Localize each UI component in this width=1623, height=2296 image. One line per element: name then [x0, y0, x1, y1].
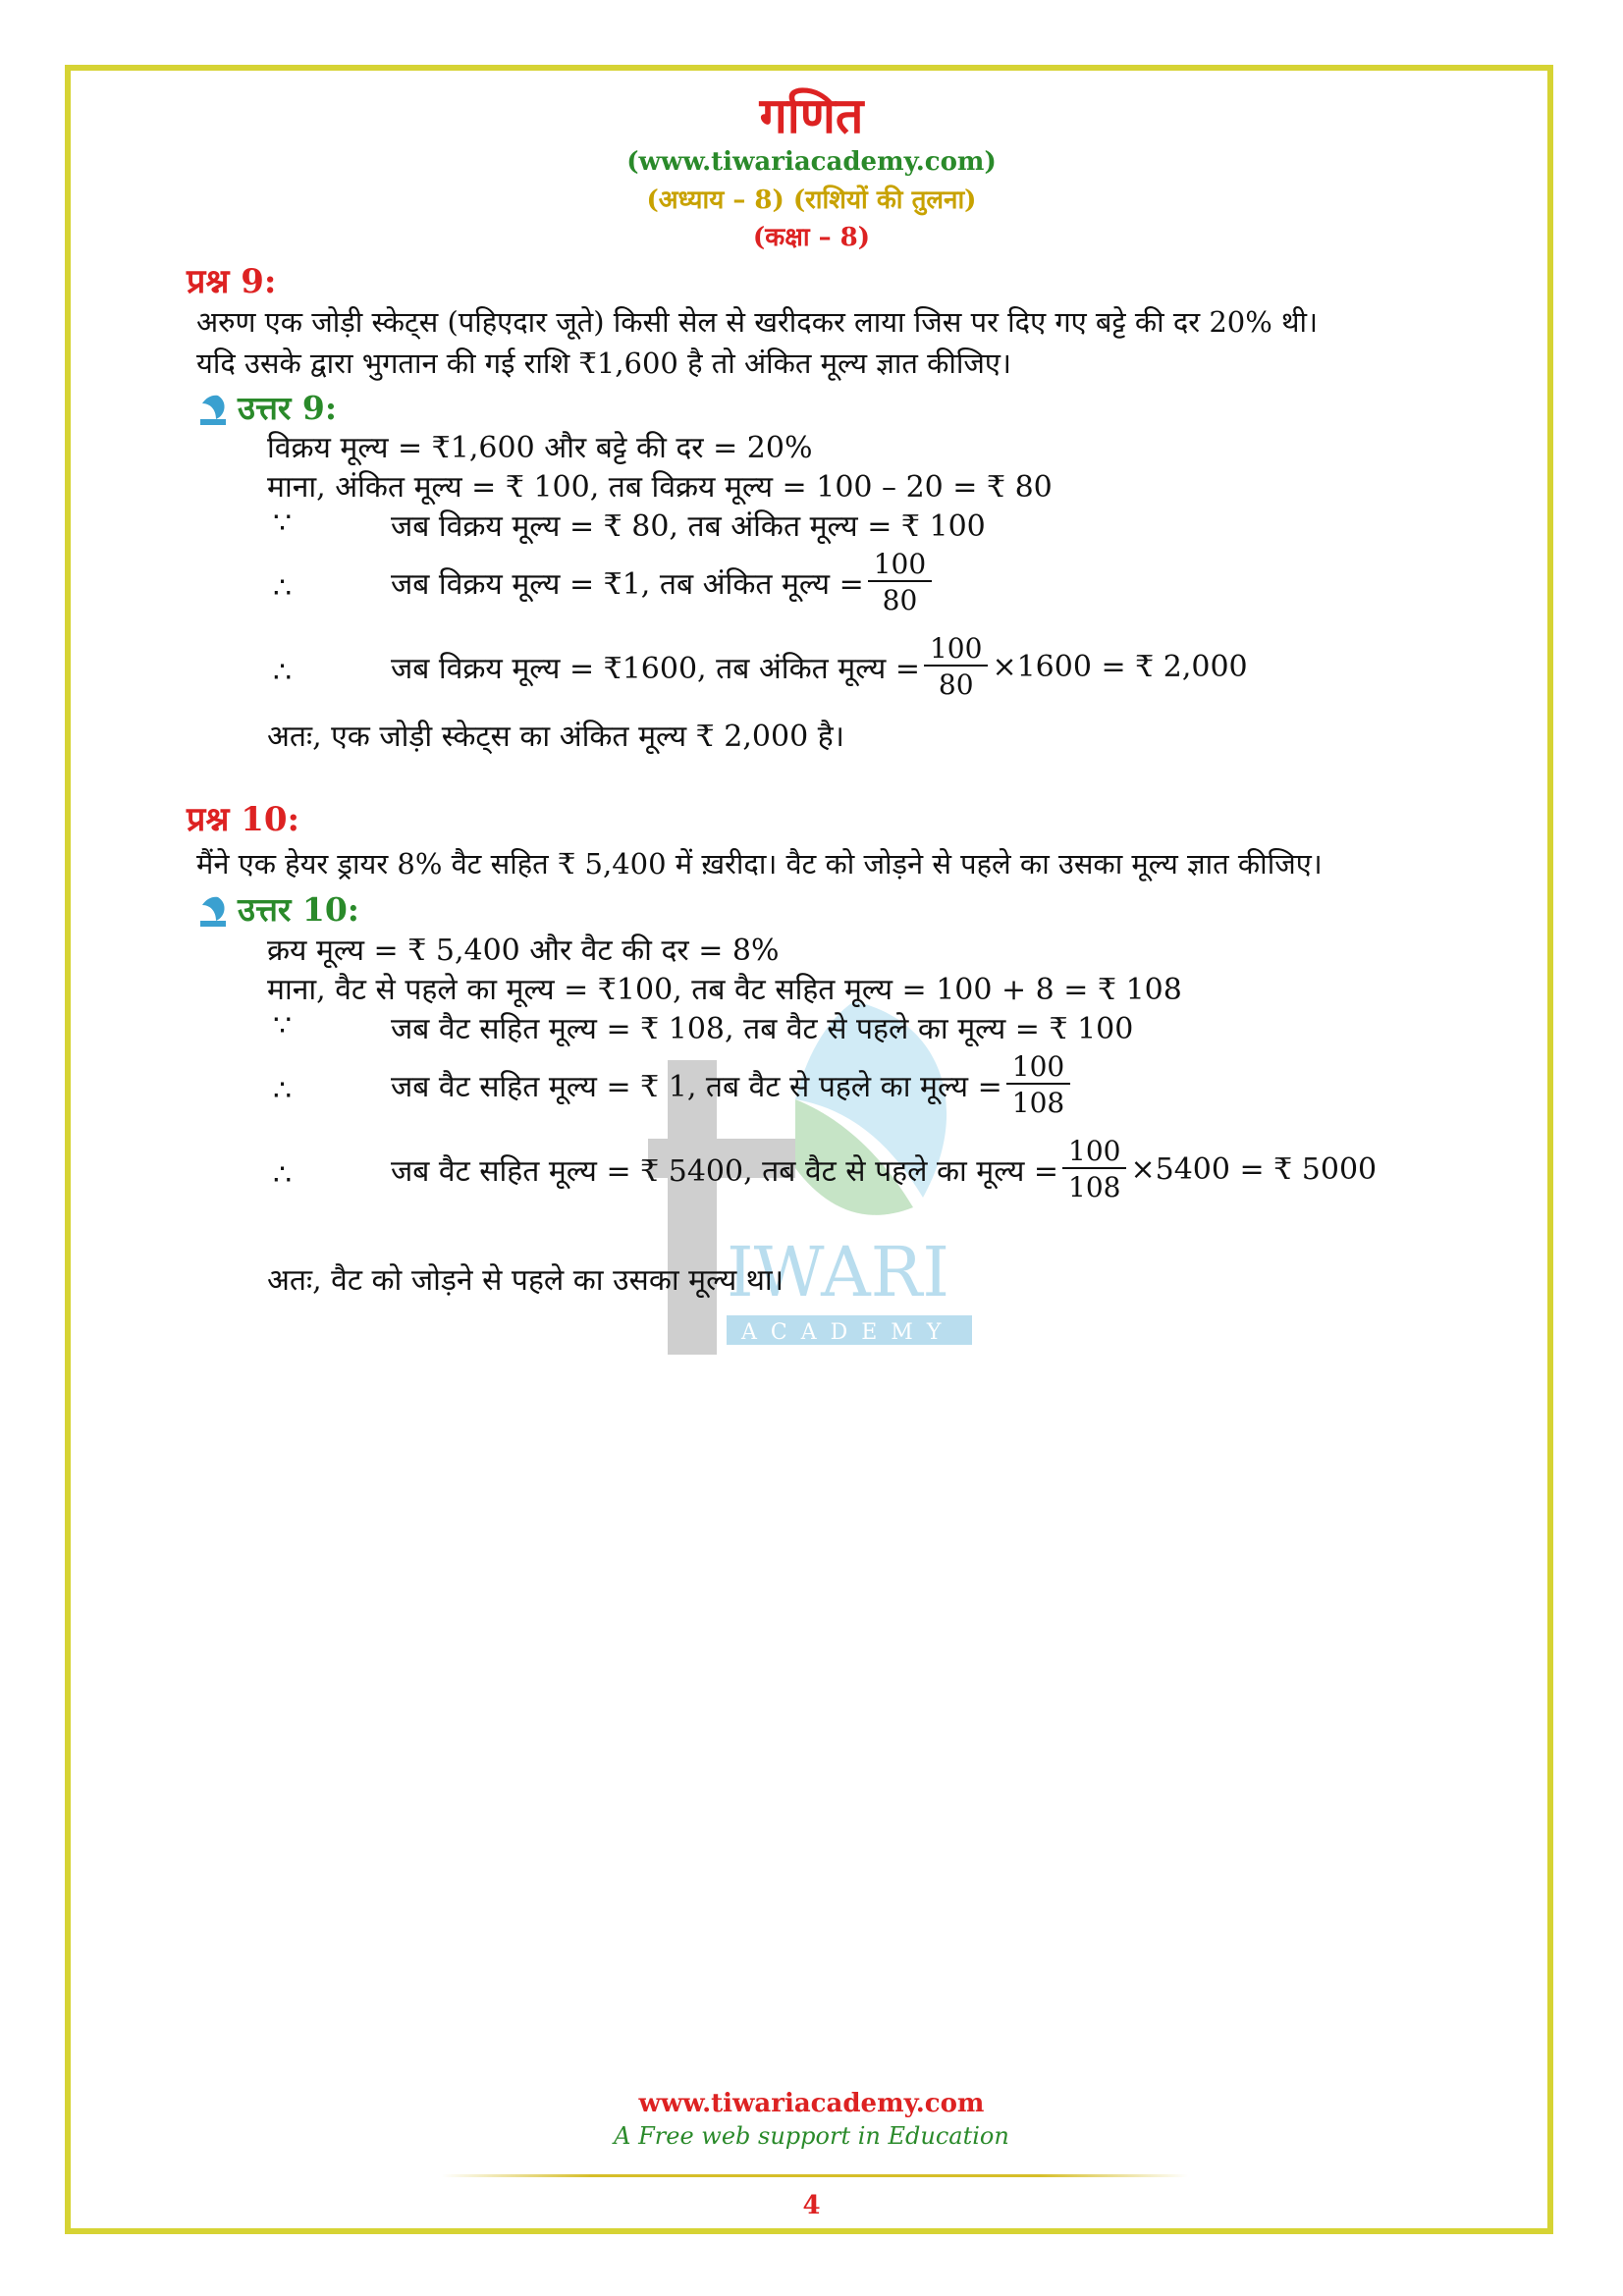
answer-9-conclusion: अतः, एक जोड़ी स्केट्स का अंकित मूल्य ₹ 2,000 है। — [267, 720, 844, 754]
watermark-sub: ACADEMY — [741, 1320, 955, 1345]
answer-10-line-4-text: जब वैट सहित मूल्य = ₹ 1, तब वैट से पहले का मूल्य = — [391, 1069, 1002, 1104]
answer-10-line-3: जब वैट सहित मूल्य = ₹ 108, तब वैट से पहले का मूल्य = ₹ 100 — [391, 1012, 1134, 1046]
answer-9-line-5-result: ×1600 = ₹ 2,000 — [992, 649, 1248, 684]
fraction-denominator: 108 — [1068, 1171, 1121, 1204]
because-symbol: ∵ — [273, 1009, 293, 1043]
answer-10-conclusion: अतः, वैट को जोड़ने से पहले का उसका मूल्य था। — [267, 1263, 784, 1298]
answer-9-line-2: माना, अंकित मूल्य = ₹ 100, तब विक्रय मूल्य = 100 – 20 = ₹ 80 — [267, 470, 1053, 505]
answer-10-line-5-text: जब वैट सहित मूल्य = ₹ 5400, तब वैट से पहले का मूल्य = — [391, 1153, 1059, 1189]
answer-9-heading: उत्तर 9: — [238, 389, 338, 427]
tiwari-leaf-icon — [196, 394, 230, 427]
fraction-denominator: 80 — [938, 668, 974, 702]
answer-9-line-5-text: जब विक्रय मूल्य = ₹1600, तब अंकित मूल्य = — [391, 651, 920, 686]
answer-9-line-1: विक्रय मूल्य = ₹1,600 और बट्टे की दर = 20% — [267, 431, 813, 465]
fraction-numerator: 100 — [1006, 1052, 1070, 1085]
fraction — [1062, 1137, 1126, 1202]
answer-9-line-5 — [391, 634, 1248, 700]
question-10-line-1: मैंने एक हेयर ड्रायर 8% वैट सहित ₹ 5,400 में ख़रीदा। वैट को जोड़ने से पहले का उसका मूल्य ज्ञात कीजिए। — [196, 847, 1323, 881]
page-title: गणित — [759, 86, 864, 144]
answer-10-line-1: क्रय मूल्य = ₹ 5,400 और वैट की दर = 8% — [267, 934, 780, 968]
answer-9-line-4 — [391, 550, 936, 615]
answer-10-heading-row — [196, 886, 359, 931]
question-9-line-1: अरुण एक जोड़ी स्केट्स (पहिएदार जूते) किसी सेल से खरीदकर लाया जिस पर दिए गए बट्टे की दर 20% थी। — [196, 305, 1319, 339]
answer-10-line-2: माना, वैट से पहले का मूल्य = ₹100, तब वैट सहित मूल्य = 100 + 8 = ₹ 108 — [267, 973, 1182, 1007]
fraction — [868, 550, 932, 615]
header-url[interactable]: (www.tiwariacademy.com) — [626, 147, 997, 177]
therefore-symbol: ∴ — [273, 1158, 293, 1193]
footer-tagline: A Free web support in Education — [614, 2122, 1009, 2150]
answer-10-line-5-result: ×5400 = ₹ 5000 — [1130, 1151, 1378, 1187]
chapter-label: (अध्याय – 8) (राशियों की तुलना) — [646, 186, 977, 215]
page-number: 4 — [802, 2191, 821, 2220]
answer-9-heading-row — [196, 385, 337, 429]
answer-10-line-4 — [391, 1052, 1074, 1118]
answer-10-line-5 — [391, 1137, 1377, 1202]
fraction-numerator: 100 — [924, 634, 988, 667]
fraction-numerator: 100 — [1062, 1137, 1126, 1169]
footer-url[interactable]: www.tiwariacademy.com — [638, 2089, 985, 2118]
class-label: (कक्षा – 8) — [752, 223, 871, 252]
answer-9-line-3: जब विक्रय मूल्य = ₹ 80, तब अंकित मूल्य = ₹ 100 — [391, 509, 986, 544]
answer-9-line-4-text: जब विक्रय मूल्य = ₹1, तब अंकित मूल्य = — [391, 566, 864, 602]
question-9-line-2: यदि उसके द्वारा भुगतान की गई राशि ₹1,600 है तो अंकित मूल्य ज्ञात कीजिए। — [196, 347, 1011, 380]
watermark-brand: IWARI — [727, 1232, 950, 1312]
fraction-denominator: 108 — [1011, 1087, 1065, 1120]
fraction — [924, 634, 988, 700]
because-symbol: ∵ — [273, 507, 293, 541]
fraction-denominator: 80 — [882, 584, 918, 617]
footer-divider — [442, 2174, 1188, 2177]
fraction — [1006, 1052, 1070, 1118]
question-9-heading: प्रश्न 9: — [187, 262, 277, 301]
therefore-symbol: ∴ — [273, 1074, 293, 1108]
tiwari-leaf-icon — [196, 895, 230, 929]
fraction-numerator: 100 — [868, 550, 932, 582]
question-10-heading: प्रश्न 10: — [187, 800, 300, 839]
answer-10-heading: उत्तर 10: — [238, 890, 359, 929]
therefore-symbol: ∴ — [273, 571, 293, 606]
therefore-symbol: ∴ — [273, 656, 293, 690]
